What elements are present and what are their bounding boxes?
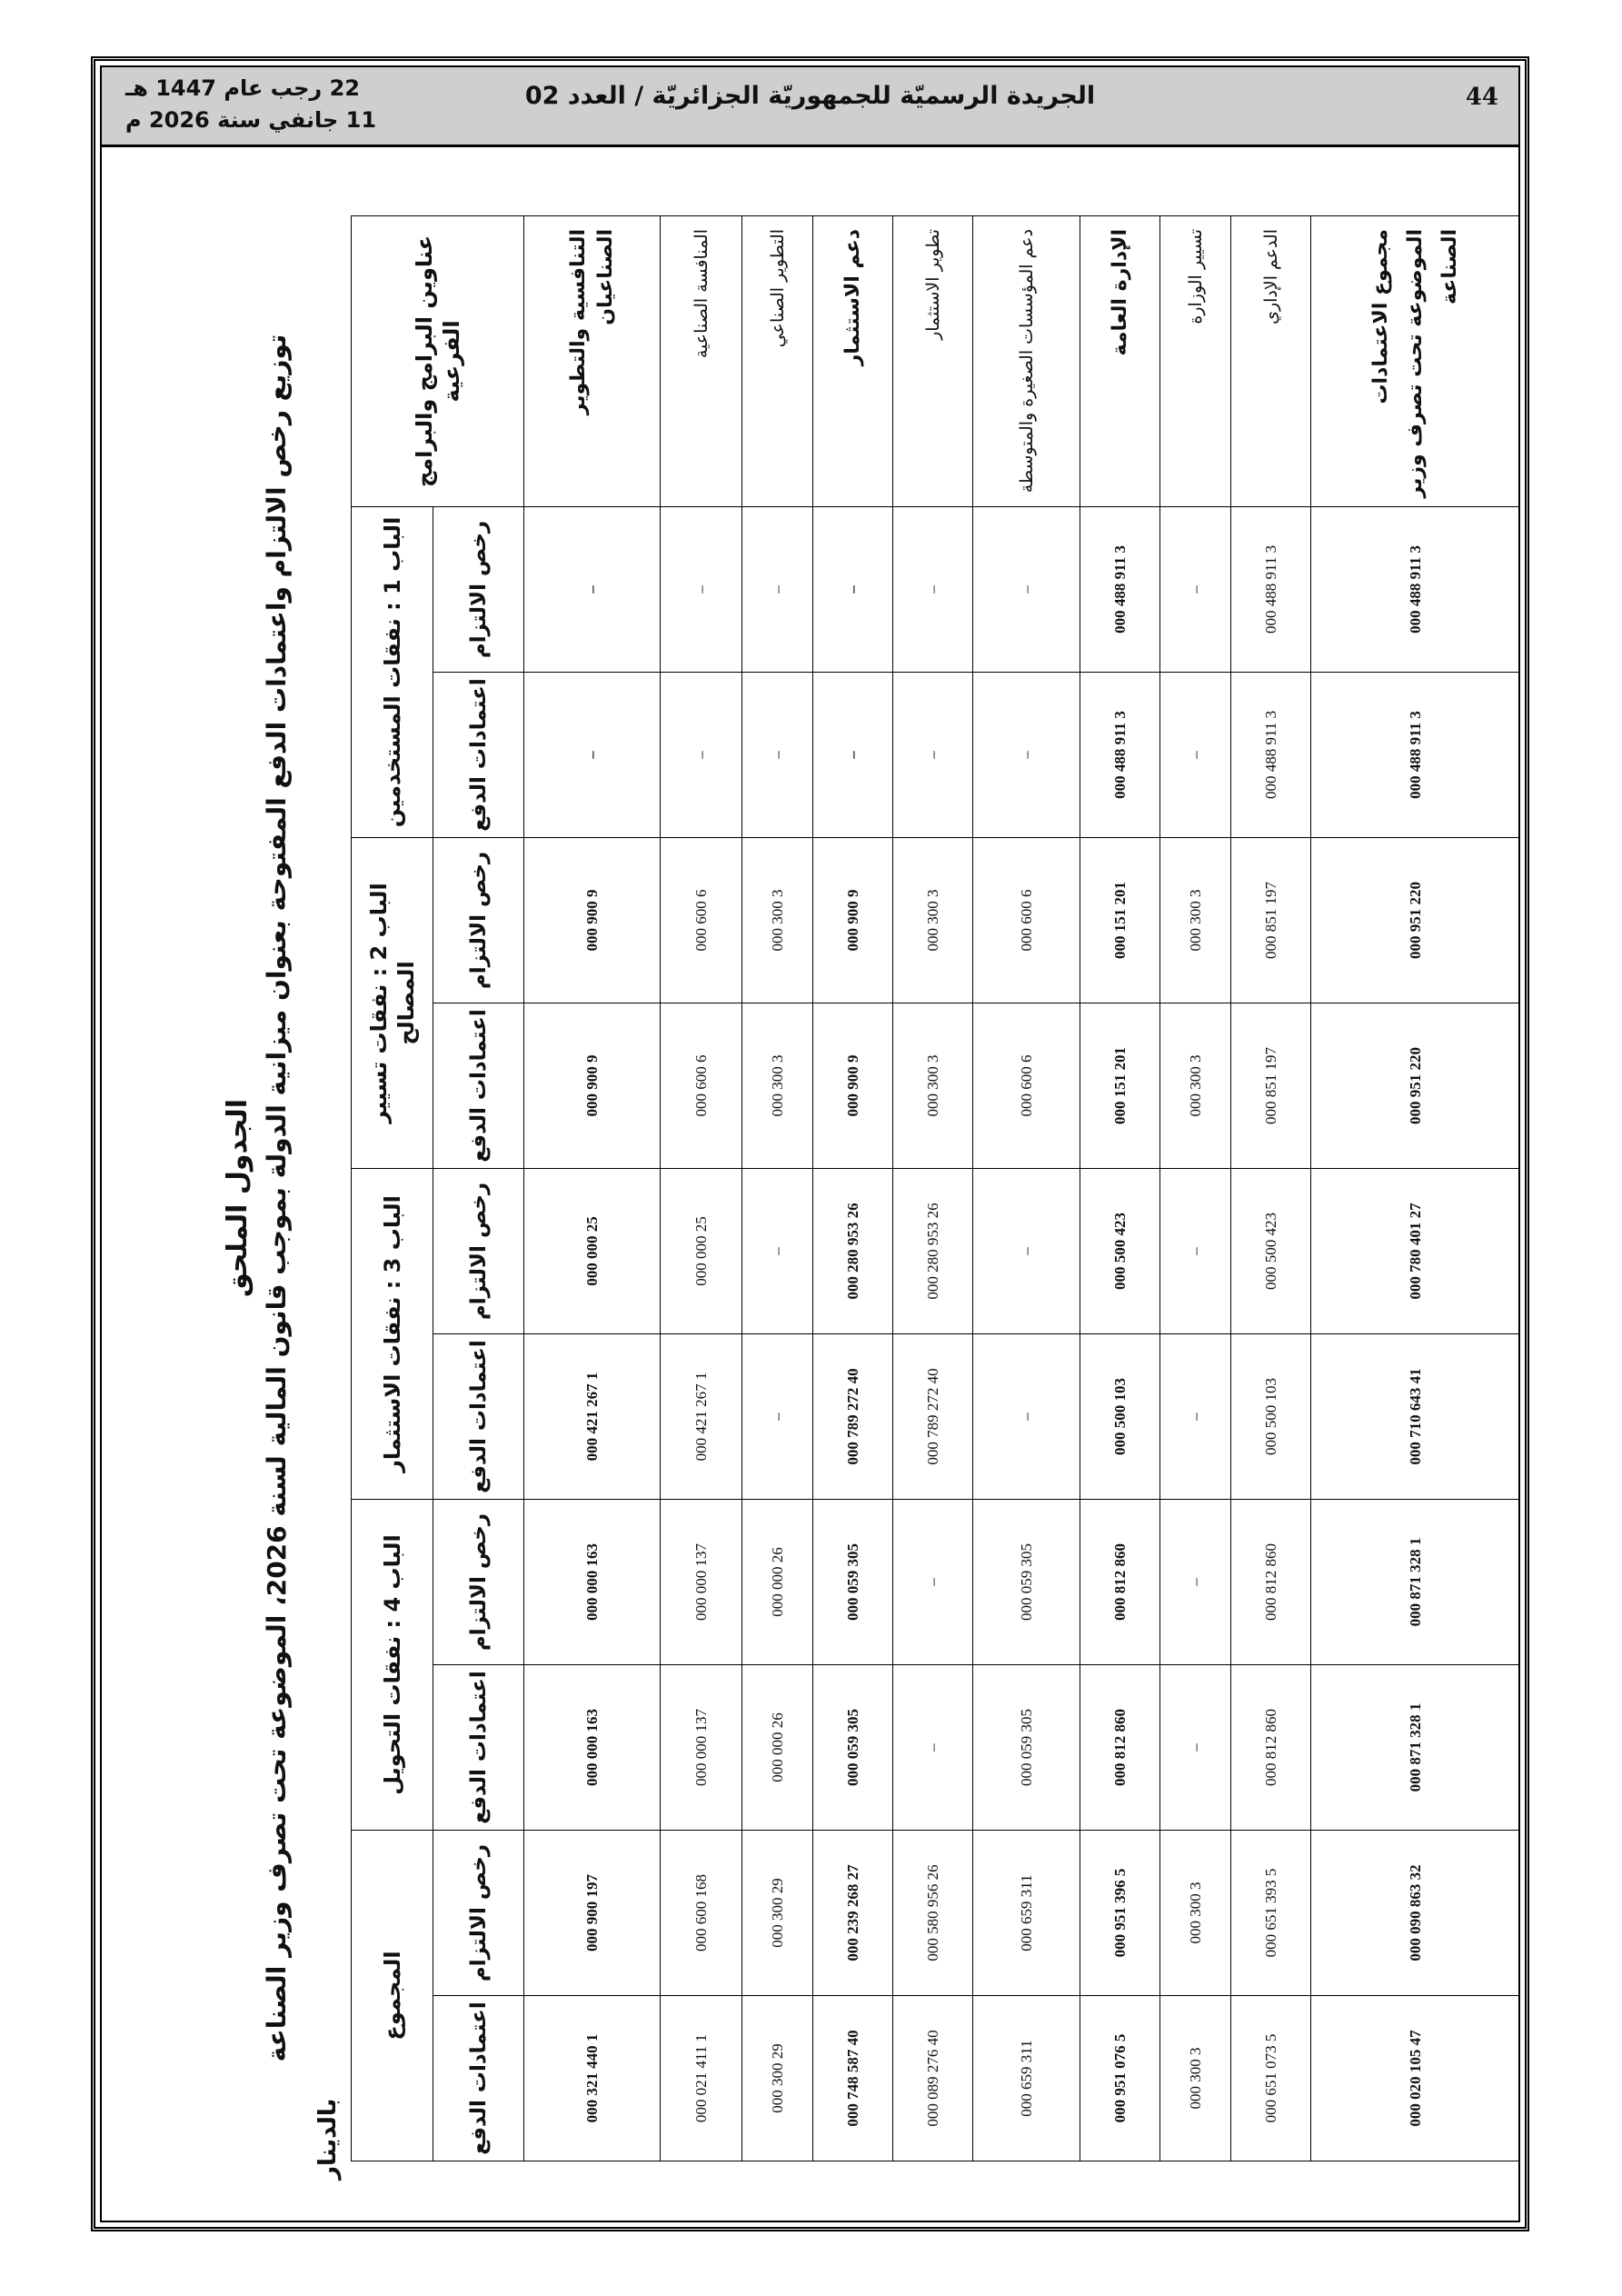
cp-value: 3 300 000 [1160, 1996, 1231, 2161]
ae-value: 305 059 000 [973, 1500, 1080, 1665]
cp-value: 220 951 000 [1311, 1003, 1520, 1168]
ae-value: 32 863 090 000 [1311, 1831, 1520, 1996]
ae-value: 3 911 488 000 [1080, 506, 1160, 672]
journal-title: الجريدة الرسميّة للجمهوريّة الجزائريّة / العدد 02 [524, 82, 1096, 110]
program-name: التنافسية والتطوير الصناعيان [524, 215, 661, 506]
cp-value: 9 900 000 [813, 1003, 893, 1168]
cp-value: 3 300 000 [742, 1003, 813, 1168]
cp-value: 5 076 951 000 [1080, 1996, 1160, 2161]
ae-value: 1 328 871 000 [1311, 1500, 1520, 1665]
ae-value: – [893, 506, 973, 672]
ae-value: 311 659 000 [973, 1831, 1080, 1996]
ae-value: 201 151 000 [1080, 837, 1160, 1003]
subheader-cp: اعتمادات الدفع [433, 1003, 524, 1168]
annex-title: الجدول الملحق [222, 1098, 254, 1298]
group-header-title4: الباب 4 : نفقات التحويل [352, 1500, 433, 1831]
ae-value: 5 393 651 000 [1231, 1831, 1311, 1996]
cp-value: 860 812 000 [1080, 1665, 1160, 1831]
table-body [524, 215, 1520, 2161]
subheader-cp: اعتمادات الدفع [433, 1996, 524, 2161]
ae-value: 168 600 000 [661, 1831, 742, 1996]
ae-value: 26 000 000 [742, 1500, 813, 1665]
cp-value: 47 105 020 000 [1311, 1996, 1520, 2161]
program-name: دعم الاستثمار [813, 215, 893, 506]
cp-value: 311 659 000 [973, 1996, 1080, 2161]
ae-value: 860 812 000 [1231, 1500, 1311, 1665]
ae-value: 197 851 000 [1231, 837, 1311, 1003]
budget-table [351, 215, 1520, 2161]
ae-value: – [1160, 1500, 1231, 1665]
program-name: دعم المؤسسات الصغيرة والمتوسطة [973, 215, 1080, 506]
ae-value: 423 500 000 [1080, 1168, 1160, 1333]
ae-value: – [1160, 1168, 1231, 1333]
cp-value: 163 000 000 [524, 1665, 661, 1831]
cp-value: 9 900 000 [524, 1003, 661, 1168]
cp-value: – [1160, 672, 1231, 837]
ae-value: 27 268 239 000 [813, 1831, 893, 1996]
ae-value: 29 300 000 [742, 1831, 813, 1996]
ae-value: 25 000 000 [524, 1168, 661, 1333]
cp-value: – [1160, 1333, 1231, 1499]
cp-value: – [973, 672, 1080, 837]
cp-value: 29 300 000 [742, 1996, 813, 2161]
table-title: توزيع رخص الالتزام واعتمادات الدفع المفتوحة بعنوان ميزانية الدولة بموجب قانون المالية لسنة 2026، الموضوعة تحت تصرف وزير الصناعة [262, 334, 292, 2062]
table-row [524, 215, 661, 2161]
cp-value: 26 000 000 [742, 1665, 813, 1831]
subheader-ae: رخص الالتزام [433, 506, 524, 672]
subheader-ae: رخص الالتزام [433, 1831, 524, 1996]
ae-value: 423 500 000 [1231, 1168, 1311, 1333]
ae-value: 9 900 000 [524, 837, 661, 1003]
program-name: المنافسة الصناعية [661, 215, 742, 506]
ae-value: 6 600 000 [661, 837, 742, 1003]
rotated-annex [200, 207, 1472, 2189]
ae-value: 3 300 000 [893, 837, 973, 1003]
cp-value: – [973, 1333, 1080, 1499]
program-name: تطوير الاستثمار [893, 215, 973, 506]
ae-value: 137 000 000 [661, 1500, 742, 1665]
ae-value: – [973, 506, 1080, 672]
currency-unit: بالدينار [314, 2098, 342, 2180]
issue-dates [125, 73, 376, 136]
ae-value: 9 900 000 [813, 837, 893, 1003]
ae-value: 27 401 780 000 [1311, 1168, 1520, 1333]
ae-value: 3 911 488 000 [1231, 506, 1311, 672]
ae-value: 26 953 280 000 [813, 1168, 893, 1333]
cp-value: – [893, 672, 973, 837]
cp-value: 137 000 000 [661, 1665, 742, 1831]
ae-value: – [742, 1168, 813, 1333]
total-row [1311, 215, 1520, 2161]
subheader-cp: اعتمادات الدفع [433, 672, 524, 837]
ae-value: 3 300 000 [1160, 1831, 1231, 1996]
cp-value: 3 911 488 000 [1080, 672, 1160, 837]
group-header-title3: الباب 3 : نفقات الاستثمار [352, 1168, 433, 1499]
program-name: مجموع الاعتمادات الموضوعة تحت تصرف وزير الصناعة [1311, 215, 1520, 506]
ae-value: 6 600 000 [973, 837, 1080, 1003]
cp-value: 41 643 710 000 [1311, 1333, 1520, 1499]
cp-value: 3 911 488 000 [1311, 672, 1520, 837]
page-number: 44 [1465, 84, 1498, 111]
journal-header [102, 67, 1518, 147]
cp-value: 3 300 000 [1160, 1003, 1231, 1168]
cp-value: 1 411 021 000 [661, 1996, 742, 2161]
table-row [973, 215, 1080, 2161]
date-hijri: 22 رجب عام 1447 هـ [125, 75, 360, 101]
table-row [1231, 215, 1311, 2161]
ae-value: 163 000 000 [524, 1500, 661, 1665]
ae-value: – [1160, 506, 1231, 672]
group-header-title2: الباب 2 : نفقات تسيير المصالح [352, 837, 433, 1168]
cp-value: – [524, 672, 661, 837]
ae-value: – [524, 506, 661, 672]
cp-value: 860 812 000 [1231, 1665, 1311, 1831]
program-name: الدعم الإداري [1231, 215, 1311, 506]
cp-value: 1 328 871 000 [1311, 1665, 1520, 1831]
cp-value: 103 500 000 [1231, 1333, 1311, 1499]
cp-value: 40 587 748 000 [813, 1996, 893, 2161]
cp-value: 3 911 488 000 [1231, 672, 1311, 837]
ae-value: 3 911 488 000 [1311, 506, 1520, 672]
ae-value: 25 000 000 [661, 1168, 742, 1333]
cp-value: – [742, 672, 813, 837]
cp-value: 40 276 089 000 [893, 1996, 973, 2161]
cp-value: 3 300 000 [893, 1003, 973, 1168]
ae-value: – [893, 1500, 973, 1665]
ae-value: – [661, 506, 742, 672]
cp-value: 1 267 421 000 [524, 1333, 661, 1499]
table-row [813, 215, 893, 2161]
subheader-cp: اعتمادات الدفع [433, 1333, 524, 1499]
table-row [1080, 215, 1160, 2161]
subheader-cp: اعتمادات الدفع [433, 1665, 524, 1831]
ae-value: 197 900 000 [524, 1831, 661, 1996]
program-name: الإدارة العامة [1080, 215, 1160, 506]
ae-value: 3 300 000 [742, 837, 813, 1003]
cp-value: 40 272 789 000 [813, 1333, 893, 1499]
ae-value: 3 300 000 [1160, 837, 1231, 1003]
ae-value: 26 953 280 000 [893, 1168, 973, 1333]
ae-value: – [973, 1168, 1080, 1333]
ae-value: 305 059 000 [813, 1500, 893, 1665]
program-name: تسيير الوزارة [1160, 215, 1231, 506]
table-row [1160, 215, 1231, 2161]
ae-value: 220 951 000 [1311, 837, 1520, 1003]
program-name: التطوير الصناعي [742, 215, 813, 506]
cp-value: 6 600 000 [661, 1003, 742, 1168]
cp-value: 103 500 000 [1080, 1333, 1160, 1499]
cp-value: 1 440 321 000 [524, 1996, 661, 2161]
cp-value: 201 151 000 [1080, 1003, 1160, 1168]
cp-value: 1 267 421 000 [661, 1333, 742, 1499]
subheader-ae: رخص الالتزام [433, 837, 524, 1003]
cp-value: – [1160, 1665, 1231, 1831]
cp-value: 197 851 000 [1231, 1003, 1311, 1168]
ae-value: – [742, 506, 813, 672]
cp-value: 305 059 000 [813, 1665, 893, 1831]
ae-value: 5 396 951 000 [1080, 1831, 1160, 1996]
ae-value: 860 812 000 [1080, 1500, 1160, 1665]
cp-value: – [742, 1333, 813, 1499]
cp-value: 5 073 651 000 [1231, 1996, 1311, 2161]
ae-value: 26 956 580 000 [893, 1831, 973, 1996]
group-header-title1: الباب 1 : نفقات المستخدمين [352, 506, 433, 837]
table-row [661, 215, 742, 2161]
ae-value: – [813, 506, 893, 672]
date-gregorian: 11 جانفي سنة 2026 م [125, 107, 377, 133]
cp-value: 40 272 789 000 [893, 1333, 973, 1499]
cp-value: – [813, 672, 893, 837]
group-header-total: المجموع [352, 1831, 433, 2161]
cp-value: – [661, 672, 742, 837]
table-row [893, 215, 973, 2161]
table-row [742, 215, 813, 2161]
cp-value: 6 600 000 [973, 1003, 1080, 1168]
subheader-ae: رخص الالتزام [433, 1168, 524, 1333]
cp-value: 305 059 000 [973, 1665, 1080, 1831]
cp-value: – [893, 1665, 973, 1831]
program-header: عناوين البرامج والبرامج الفرعية [352, 215, 524, 506]
subheader-ae: رخص الالتزام [433, 1500, 524, 1665]
